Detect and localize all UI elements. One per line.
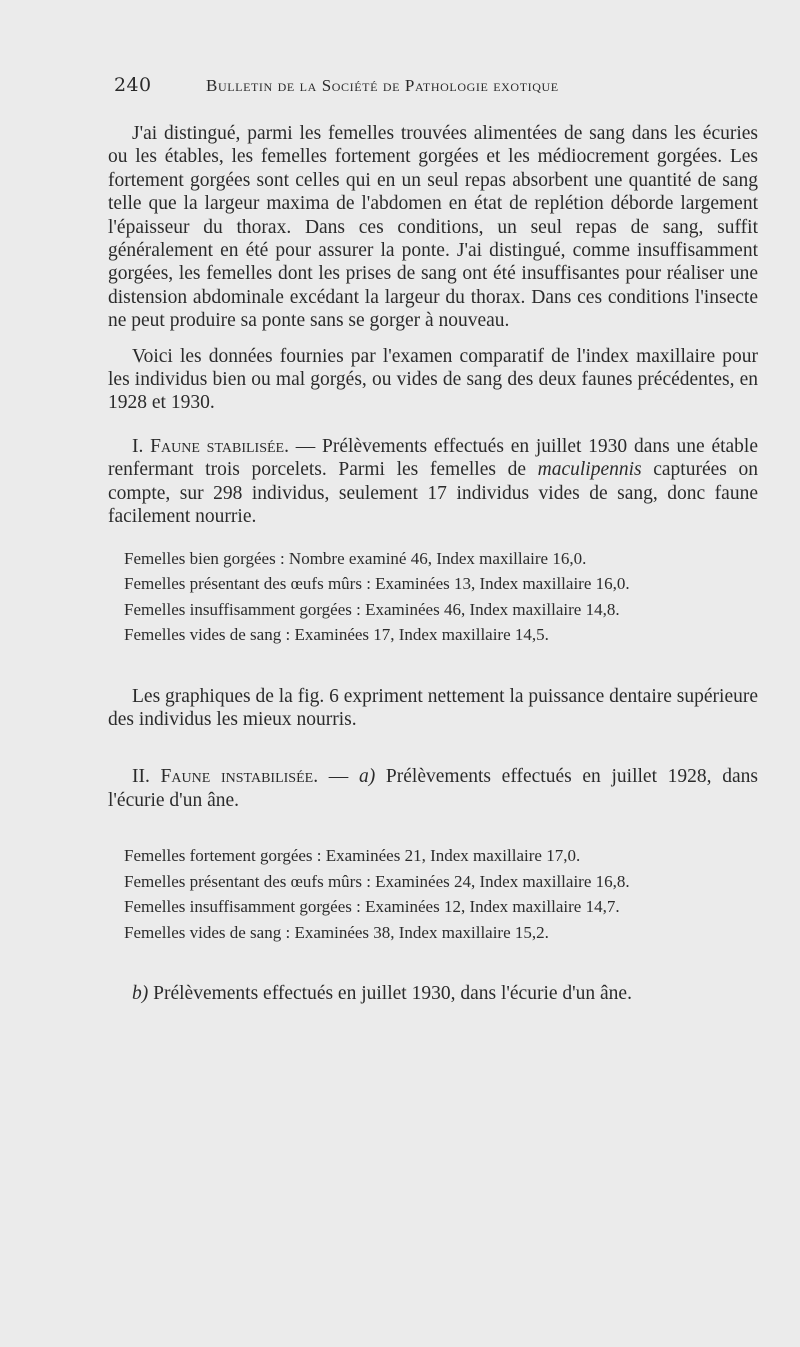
section-2-paragraph <box>108 765 758 812</box>
running-title: Bulletin de la Société de Pathologie exotique <box>206 76 559 95</box>
paragraph-4 <box>108 982 758 1005</box>
main-text <box>108 122 758 1006</box>
section-1-text-b: capturées on compte, sur 298 individus, seulement 17 individus vides de sang, donc faune facilement nourrie. <box>108 459 759 528</box>
list-item: Femelles présentant des œufs mûrs : Examinées 24, Index maxillaire 16,8. <box>124 871 630 891</box>
list-item: Femelles bien gorgées : Nombre examiné 46, Index maxillaire 16,0. <box>124 548 587 568</box>
paragraph-4-label: b) <box>132 983 149 1005</box>
section-2-heading: II. Faune instabilisée. <box>132 766 319 788</box>
section-2-text-b: Prélèvements effectués en juillet 1928, dans l'écurie d'un âne. <box>108 766 759 811</box>
data-list-2 <box>108 846 758 942</box>
section-1-paragraph <box>108 435 758 529</box>
section-1-heading: I. Faune stabilisée. <box>132 435 289 457</box>
page-number: 240 <box>114 74 152 96</box>
list-item: Femelles vides de sang : Examinées 38, Index maxillaire 15,2. <box>124 922 549 942</box>
species-name: maculipennis <box>537 459 642 481</box>
paragraph-4-text: Prélèvements effectués en juillet 1930, dans l'écurie d'un âne. <box>148 983 632 1005</box>
section-2-text-a: — <box>318 766 359 788</box>
paragraph-2: Voici les données fournies par l'examen comparatif de l'index maxillaire pour les individus bien ou mal gorgés, ou vides de sang des deux faunes précédentes, en 1928 et 1930. <box>108 345 758 414</box>
list-item: Femelles présentant des œufs mûrs : Examinées 13, Index maxillaire 16,0. <box>124 574 630 593</box>
list-item: Femelles fortement gorgées : Examinées 21, Index maxillaire 17,0. <box>124 846 581 866</box>
data-list-1 <box>108 549 758 645</box>
list-item: Femelles vides de sang : Examinées 17, Index maxillaire 14,5. <box>124 625 549 644</box>
list-item: Femelles insuffisamment gorgées : Examinées 46, Index maxillaire 14,8. <box>124 599 620 619</box>
section-2-label: a) <box>358 766 376 788</box>
paragraph-3: Les graphiques de la fig. 6 expriment nettement la puissance dentaire supérieure des individus les mieux nourris. <box>108 685 758 730</box>
section-1-text-a: — Prélèvements effectués en juillet 1930 dans une étable renfermant trois porcelets. Parmi les femelles de <box>108 435 758 481</box>
paragraph-1: J'ai distingué, parmi les femelles trouvées alimentées de sang dans les écuries ou les étables, les femelles fortement gorgées et les médiocrement gorgées. Les fortement gorgées sont celles qui en un seul repas absorbent une quantité de sang telle que la largeur maxima de l'abdomen en état de replétion déborde largement l'épaisseur du thorax. Dans ces conditions, un seul repas de sang, suffit généralement en été pour assurer la ponte. J'ai distingué, comme insuffisamment gorgées, les femelles dont les prises de sang ont été insuffisantes pour réaliser une distension abdominale excédant la largeur du thorax. Dans ces conditions l'insecte ne peut produire sa ponte sans se gorger à nouveau. <box>108 123 758 332</box>
list-item: Femelles insuffisamment gorgées : Examinées 12, Index maxillaire 14,7. <box>124 897 620 917</box>
